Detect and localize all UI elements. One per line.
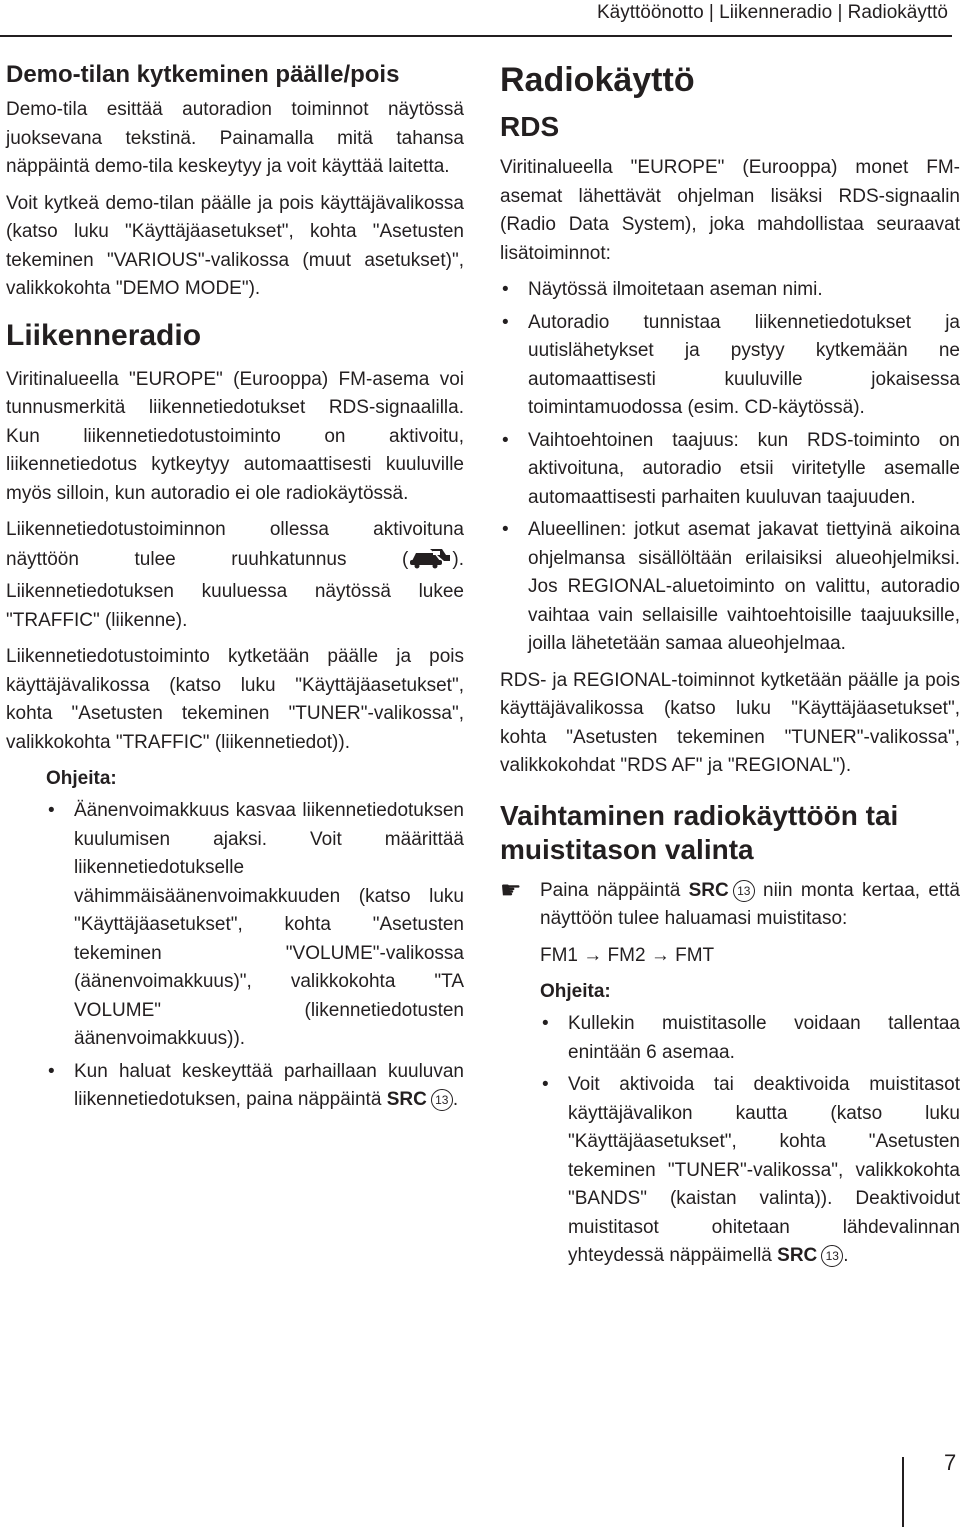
bullet2-text: Kun haluat keskeyttää parhaillaan kuuluvan liikennetiedotuksen, paina näppäintä [74, 1060, 464, 1110]
notes-list [46, 797, 464, 1115]
hand-pointer-icon: ☛ [500, 876, 522, 904]
list-item: • Alueellinen: jotkut asemat jakavat tiettyinä aikoina ohjelmansa sisällöltään erilaisiksi alueohjelmiksi. Jos REGIONAL-aluetoiminto on valittu, autoradio vaihtaa vain sellaisille vaihtoehtoisille taajuuksille, joilla lähetetään samaa alueohjelmaa. [500, 516, 960, 659]
memory-sequence: FM1 → FM2 → FMT [540, 944, 715, 966]
action-step [500, 877, 960, 934]
list-item [46, 1058, 464, 1115]
traffic-p2-end: ). Liikennetiedotuksen kuuluessa näytössä lukee "TRAFFIC" (liikenne). [6, 548, 464, 631]
rds-feature-list [500, 276, 960, 659]
key-number-badge: 13 [821, 1245, 843, 1267]
list-item: • Autoradio tunnistaa liikennetiedotukset ja uutislähetykset ja pystyy kytkemään ne automaattisesti kuuluville jokaisessa toimintamuodossa (esim. CD-käytössä). [500, 309, 960, 423]
note2-text: Voit aktivoida tai deaktivoida muistitasot käyttäjävalikon kautta (katso luku "Käyttäjäasetukset", kohta "Asetusten tekeminen "TUNER"-valikossa", valikkokohta "BANDS" (kaistan valinta)). Deaktivoidut muistitasot ohitetaan lähdevalinnan yhteydessä näppäimellä [568, 1074, 960, 1266]
notes-heading: Ohjeita: [46, 768, 117, 789]
traffic-paragraph-1: Viritinalueella "EUROPE" (Eurooppa) FM-asema voi tunnusmerkitä liikennetiedotukset RDS-signaalilla. Kun liikennetiedotustoiminto on aktivoitu, liikennetiedotus kytkeytyy automaattisesti kuuluville myös silloin, kun autoradio ei ole radiokäytössä. [6, 368, 464, 504]
page-number: 7 [944, 1450, 957, 1475]
rds-paragraph-1: Viritinalueella "EUROPE" (Eurooppa) monet FM-asemat lähettävät ohjelman lisäksi RDS-signaalin (Radio Data System), joka mahdollistaa seuraavat lisätoiminnot: [500, 157, 960, 264]
key-number-badge: 13 [733, 880, 755, 902]
rds-paragraph-2: RDS- ja REGIONAL-toiminnot kytketään päälle ja pois käyttäjävalikossa (katso luku "Käyttäjäasetukset", kohta "Asetusten tekeminen "TUNER"-valikossa", valikkokohdat "RDS AF" ja "REGIONAL"). [500, 669, 960, 776]
list-item: • Kullekin muistitasolle voidaan tallentaa enintään 6 asemaa. [540, 1010, 960, 1067]
switch-radio-heading: Vaihtaminen radiokäyttöön tai muistitason valinta [500, 799, 899, 865]
traffic-radio-heading: Liikenneradio [6, 318, 202, 352]
radio-heading: Radiokäyttö [500, 61, 695, 99]
rds-heading: RDS [500, 111, 560, 142]
demo-paragraph-1: Demo-tila esittää autoradion toiminnot näytössä juoksevana tekstinä. Painamalla mitä tahansa näppäintä demo-tila keskeytyy ja voit käyttää laitetta. [6, 99, 464, 177]
page-number-rule [902, 1457, 904, 1527]
demo-heading: Demo-tilan kytkeminen päälle/pois [6, 61, 400, 88]
list-item: • Näytössä ilmoitetaan aseman nimi. [500, 276, 960, 305]
action-text: Paina näppäintä [540, 879, 689, 901]
notes-heading: Ohjeita: [540, 981, 611, 1002]
right-column [500, 60, 960, 1279]
traffic-p2-start: Liikennetiedotustoiminnon ollessa aktivoituna näyttöön tulee ruuhkatunnus ( [6, 519, 464, 570]
src-key-label: SRC [386, 1089, 427, 1110]
left-column [6, 60, 464, 1123]
action-text-end: niin monta kertaa, että näyttöön tulee haluamasi muistitaso: [540, 879, 960, 929]
bullet2-end: . [452, 1089, 459, 1110]
src-key-label: SRC [777, 1245, 818, 1266]
running-header: Käyttöönotto | Liikenneradio | Radiokäyttö [596, 2, 948, 23]
src-key-label: SRC [688, 879, 729, 901]
notes-list [540, 1010, 960, 1271]
traffic-paragraph-3: Liikennetiedotustoiminto kytketään päälle ja pois käyttäjävalikossa (katso luku "Käyttäjäasetukset", kohta "Asetusten tekeminen "TUNER"-valikossa", valikkokohta "TRAFFIC" (liikennetiedot)). [6, 646, 464, 753]
list-item: • Äänenvoimakkuus kasvaa liikennetiedotuksen kuulumisen ajaksi. Voit määrittää liikennetiedotukselle vähimmäisäänenvoimakkuuden (katso luku "Käyttäjäasetukset", kohta "Asetusten tekeminen "VOLUME"-valikossa (äänenvoimakkuus)", valikkokohta "TA VOLUME" (likennetiedotusten äänenvoimakkuus)). [46, 797, 464, 1054]
list-item [540, 1071, 960, 1271]
car-traffic-icon [408, 545, 452, 579]
traffic-paragraph-2 [6, 516, 464, 635]
key-number-badge: 13 [431, 1089, 453, 1111]
note2-end: . [843, 1245, 849, 1266]
header-rule [0, 35, 952, 37]
demo-paragraph-2: Voit kytkeä demo-tilan päälle ja pois käyttäjävalikossa (katso luku "Käyttäjäasetukset", kohta "Asetusten tekeminen "VARIOUS"-valikossa (muut asetukset)", valikkokohta "DEMO MODE"). [6, 192, 464, 299]
list-item: • Vaihtoehtoinen taajuus: kun RDS-toiminto on aktivoituna, autoradio etsii viritetylle asemalle automaattisesti parhaiten kuuluvan taajuuden. [500, 427, 960, 513]
